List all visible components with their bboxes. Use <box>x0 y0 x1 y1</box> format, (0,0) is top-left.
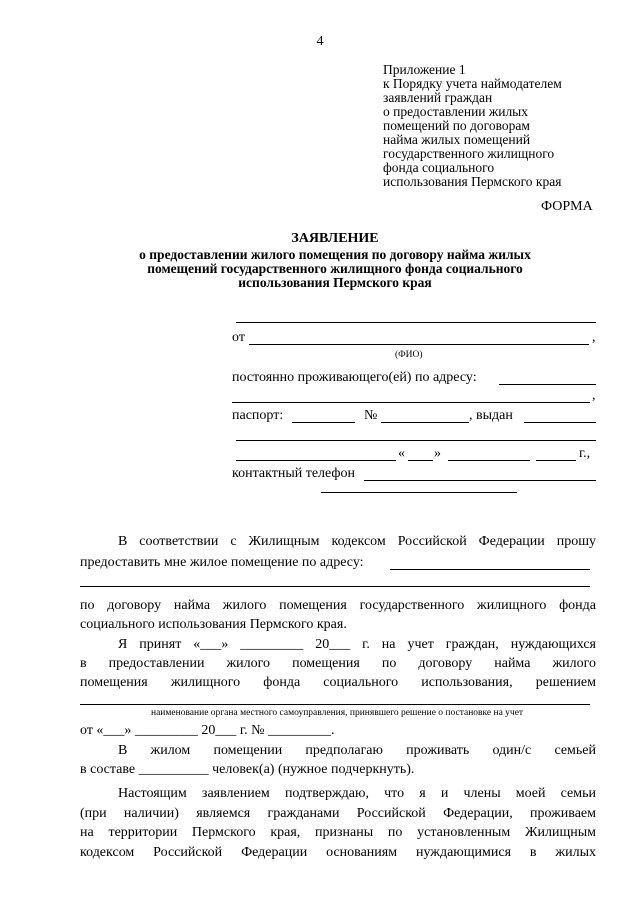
subtitle-line: использования Пермского края <box>238 275 432 290</box>
page-number: 4 <box>316 34 324 49</box>
address-field-2[interactable] <box>232 402 590 403</box>
fio-caption: (ФИО) <box>395 350 423 360</box>
body-line: по договору найма жилого помещения государственного жилищного фонда <box>80 598 596 613</box>
comma-mark: , <box>592 330 596 345</box>
passport-number-field[interactable] <box>381 422 469 423</box>
fio-field[interactable] <box>249 344 589 345</box>
body-line: В жилом помещении предполагаю проживать один/с семьей <box>118 743 596 758</box>
phone-field[interactable] <box>364 480 596 481</box>
appendix-block <box>383 63 562 189</box>
appendix-line: о предоставлении жилых <box>383 104 528 119</box>
passport-series-field[interactable] <box>292 422 355 423</box>
body-line: (при наличии) являемся гражданами Российской Федерации, проживаем <box>80 806 596 821</box>
number-sign: № <box>364 408 378 423</box>
body-line: социального использования Пермского края. <box>80 617 347 632</box>
address-field-1[interactable] <box>499 384 596 385</box>
document-subtitle <box>0 248 640 290</box>
organ-caption: наименование органа местного самоуправления, принявшего решение о постановке на учет <box>151 708 524 718</box>
requested-address-field-1[interactable] <box>390 569 590 570</box>
subtitle-line: помещений государственного жилищного фонда социального <box>147 261 523 276</box>
issue-day-field[interactable] <box>408 460 433 461</box>
body-line: на территории Пермского края, признаны по установленным Жилищным <box>80 825 596 840</box>
subtitle-line: о предоставлении жилого помещения по договору найма жилых <box>139 247 531 262</box>
issue-year-field[interactable] <box>536 460 576 461</box>
date-close: » <box>434 446 441 461</box>
issue-month-field[interactable] <box>448 460 530 461</box>
organ-name-field[interactable] <box>80 704 590 705</box>
issued-label: , выдан <box>469 408 513 423</box>
body-line: В соответствии с Жилищным кодексом Российской Федерации прошу <box>118 534 596 549</box>
appendix-line: помещений по договорам <box>383 118 530 133</box>
appendix-line: государственного жилищного <box>383 146 555 161</box>
passport-label: паспорт: <box>232 408 284 423</box>
from-label: от <box>232 330 245 345</box>
appendix-line: использования Пермского края <box>383 174 562 189</box>
body-line: от «___» _________ 20___ г. № _________. <box>80 723 335 738</box>
body-line: помещения жилищного фонда социального использования, решением <box>80 675 596 690</box>
residing-label: постоянно проживающего(ей) по адресу: <box>232 370 477 385</box>
requested-address-field-2[interactable] <box>80 586 590 587</box>
applicant-line-1[interactable] <box>236 322 596 323</box>
issued-by-field-1[interactable] <box>524 422 596 423</box>
comma-mark-2: , <box>592 388 596 403</box>
body-line: в предоставлении жилого помещения по договору найма жилого <box>80 656 596 671</box>
issued-by-field-2[interactable] <box>236 440 596 441</box>
appendix-line: найма жилых помещений <box>383 132 531 147</box>
appendix-line: Приложение 1 <box>383 62 466 77</box>
body-line: предоставить мне жилое помещение по адресу: <box>80 555 364 570</box>
appendix-line: заявлений граждан <box>383 90 493 105</box>
issued-by-field-3[interactable] <box>236 460 396 461</box>
document-title: ЗАЯВЛЕНИЕ <box>291 231 379 246</box>
appendix-line: к Порядку учета наймодателем <box>383 76 562 91</box>
form-label: ФОРМА <box>541 199 593 214</box>
phone-field-2[interactable] <box>321 492 517 493</box>
date-open: « <box>398 446 405 461</box>
body-line: кодексом Российской Федерации основаниям нуждающимися в жилых <box>80 845 596 860</box>
body-line: в составе __________ человек(а) (нужное подчеркнуть). <box>80 762 415 777</box>
body-line: Настоящим заявлением подтверждаю, что я и члены моей семьи <box>118 786 596 801</box>
phone-label: контактный телефон <box>232 466 355 481</box>
year-suffix: г., <box>579 446 591 461</box>
appendix-line: фонда социального <box>383 160 495 175</box>
body-line: Я принят «___» _________ 20___ г. на учет граждан, нуждающихся <box>118 637 596 652</box>
